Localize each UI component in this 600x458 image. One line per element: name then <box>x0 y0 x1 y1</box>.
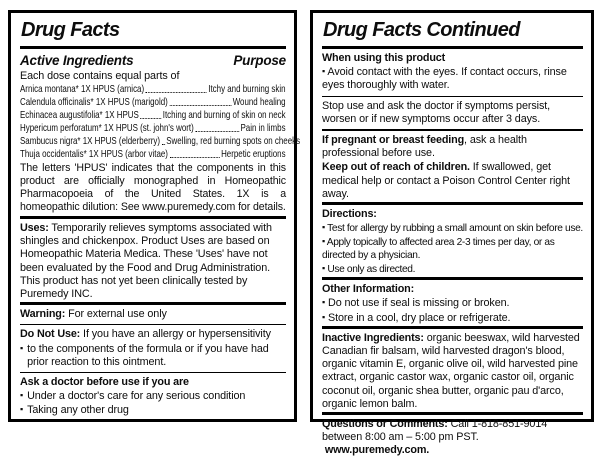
other-info-heading: Other Information: <box>322 283 415 296</box>
divider <box>20 216 286 219</box>
ingredient-purpose: Herpetic eruptions <box>221 149 286 160</box>
ingredient-purpose: Wound healing <box>232 97 286 108</box>
uses-text: Temporarily relieves symptoms associated with shingles and chickenpox. Product Uses are based on Homeopathic Materia Medica. These 'Uses' have not been evaluated by the Food and Drug Administration. This product has not yet been clinically tested by Puremedy INC. <box>20 222 272 301</box>
pregnant-label: If pregnant or breast feeding <box>322 134 465 147</box>
bullet-icon: ▪ <box>20 404 24 415</box>
bullet-text: to the components of the formula or if you have had prior reaction to this ointment. <box>27 342 269 368</box>
warning-text: For external use only <box>68 308 167 321</box>
hpus-note: The letters 'HPUS' indicates that the components in this product are officially monographed in Homeopathic Pharmacopoeia of the United States. 1X is a homeopathic dilution: See www.puremedy.com for details. <box>20 162 286 213</box>
drug-facts-continued-panel <box>310 10 594 457</box>
divider <box>322 96 583 97</box>
dotted-leader <box>162 144 165 145</box>
divider <box>322 326 583 329</box>
questions-text: Call 1-818-851-9014 between 8:00 am – 5:00 pm PST. <box>322 418 548 444</box>
dotted-leader <box>140 118 161 119</box>
ingredient-row <box>20 83 286 96</box>
ingredient-purpose: Pain in limbs <box>240 123 286 134</box>
bullet-icon: ▪ <box>20 342 24 353</box>
warning-section <box>20 308 286 321</box>
purpose-heading: Purpose <box>233 53 286 68</box>
directions-bullet <box>322 263 583 276</box>
directions-bullet <box>322 222 583 235</box>
bullet-text: Do not use if seal is missing or broken. <box>328 297 510 310</box>
ingredient-name: Thuja occidentalis* 1X HPUS (arbor vitae) <box>20 149 168 160</box>
bullet-text: Under a doctor's care for any serious condition <box>27 390 246 403</box>
bullet-text: Apply topically to affected area 2-3 times per day, or as directed by a physician. <box>322 237 555 262</box>
ingredient-name: Hypericum perforatum* 1X HPUS (st. john's wort) <box>20 123 194 134</box>
dotted-leader <box>146 92 207 93</box>
bullet-text: Store in a cool, dry place or refrigerate. <box>328 311 511 324</box>
ingredient-row <box>20 109 286 122</box>
ingredient-row <box>20 135 301 148</box>
ingredient-row <box>20 122 286 135</box>
warning-label: Warning: <box>20 308 66 321</box>
page-title-continued: Drug Facts Continued <box>323 19 520 41</box>
questions-section <box>322 418 583 458</box>
divider <box>20 302 286 305</box>
bullet-icon: ▪ <box>322 236 325 247</box>
divider <box>20 324 286 325</box>
ingredient-list <box>20 83 301 161</box>
ingredient-purpose: Itchy and burning skin <box>208 84 286 95</box>
ingredient-name: Sambucus nigra* 1X HPUS (elderberry) <box>20 136 161 147</box>
uses-section <box>20 222 286 301</box>
dotted-leader <box>170 157 220 158</box>
dotted-leader <box>195 131 239 132</box>
divider <box>20 46 286 49</box>
bullet-icon: ▪ <box>322 297 326 308</box>
divider <box>322 412 583 415</box>
website-text: www.puremedy.com. <box>324 444 430 457</box>
keep-out-text: If swallowed, get medical help or contact a Poison Control Center right away. <box>322 161 570 200</box>
bullet-text: Avoid contact with the eyes. If contact occurs, rinse eyes thoroughly with water. <box>322 66 567 92</box>
bullet-icon: ▪ <box>322 263 325 274</box>
divider <box>322 46 583 49</box>
pregnant-text: , ask a health professional before use. <box>322 134 527 160</box>
divider <box>322 129 583 131</box>
do-not-use-text: If you have an allergy or hypersensitivity <box>83 328 271 341</box>
inactive-ingredients-label: Inactive Ingredients: <box>322 331 424 344</box>
dotted-leader <box>169 105 231 106</box>
bullet-icon: ▪ <box>20 390 24 401</box>
when-using-heading: When using this product <box>322 52 446 64</box>
when-using-bullet <box>322 66 583 92</box>
keep-out-section <box>322 161 583 201</box>
bullet-icon: ▪ <box>322 66 326 77</box>
divider <box>322 277 583 280</box>
divider <box>322 202 583 205</box>
ask-doctor-bullet <box>20 404 286 417</box>
ingredient-purpose: Itching and burning of skin on neck <box>162 110 286 121</box>
bullet-icon: ▪ <box>322 222 325 233</box>
directions-heading: Directions: <box>322 208 377 221</box>
active-ingredients-heading: Active Ingredients <box>20 53 134 68</box>
do-not-use-bullet <box>20 343 286 369</box>
directions-bullet <box>322 236 583 262</box>
do-not-use-label: Do Not Use: <box>20 328 81 341</box>
bullet-text: Taking any other drug <box>27 404 129 417</box>
ingredient-row <box>20 96 286 109</box>
dose-intro: Each dose contains equal parts of <box>20 70 180 82</box>
other-info-bullet <box>322 312 583 325</box>
keep-out-label: Keep out of reach of children. <box>322 161 470 174</box>
inactive-ingredients-text: organic beeswax, wild harvested Canadian fir balsam, wild harvested dragon's blood, organic vitamin E, organic olive oil, wild harvested pine extract, organic castor wax, organic castor oil, organic coconut oil, organic shea butter, organic pau d'arco, organic lemon balm. <box>322 331 580 410</box>
inactive-ingredients-section <box>322 332 583 411</box>
ingredient-name: Calendula officinalis* 1X HPUS (marigold) <box>20 97 168 108</box>
ask-doctor-heading: Ask a doctor before use if you are <box>20 376 189 389</box>
stop-use-section: Stop use and ask the doctor if symptoms persist, worsen or if new symptoms occur after 3 days. <box>322 99 551 125</box>
page-title: Drug Facts <box>21 19 120 41</box>
bullet-text: Test for allergy by rubbing a small amount on skin before use. <box>327 223 583 235</box>
drug-facts-panel <box>8 10 301 422</box>
ask-doctor-bullet <box>20 390 286 403</box>
ingredient-name: Arnica montana* 1X HPUS (arnica) <box>20 84 145 95</box>
questions-label: Questions or Comments: <box>322 418 448 431</box>
do-not-use-section <box>20 328 286 341</box>
other-info-bullet <box>322 297 583 310</box>
uses-label: Uses: <box>20 222 49 234</box>
bullet-text: Use only as directed. <box>327 264 416 276</box>
ingredient-purpose: Swelling, red burning spots on cheeks <box>166 136 301 147</box>
pregnant-section <box>322 134 583 160</box>
ingredient-row <box>20 148 286 161</box>
divider <box>20 372 286 373</box>
ingredient-name: Echinacea augustifolia* 1X HPUS <box>20 110 139 121</box>
bullet-icon: ▪ <box>322 311 326 322</box>
active-ingredients-header <box>20 52 286 70</box>
